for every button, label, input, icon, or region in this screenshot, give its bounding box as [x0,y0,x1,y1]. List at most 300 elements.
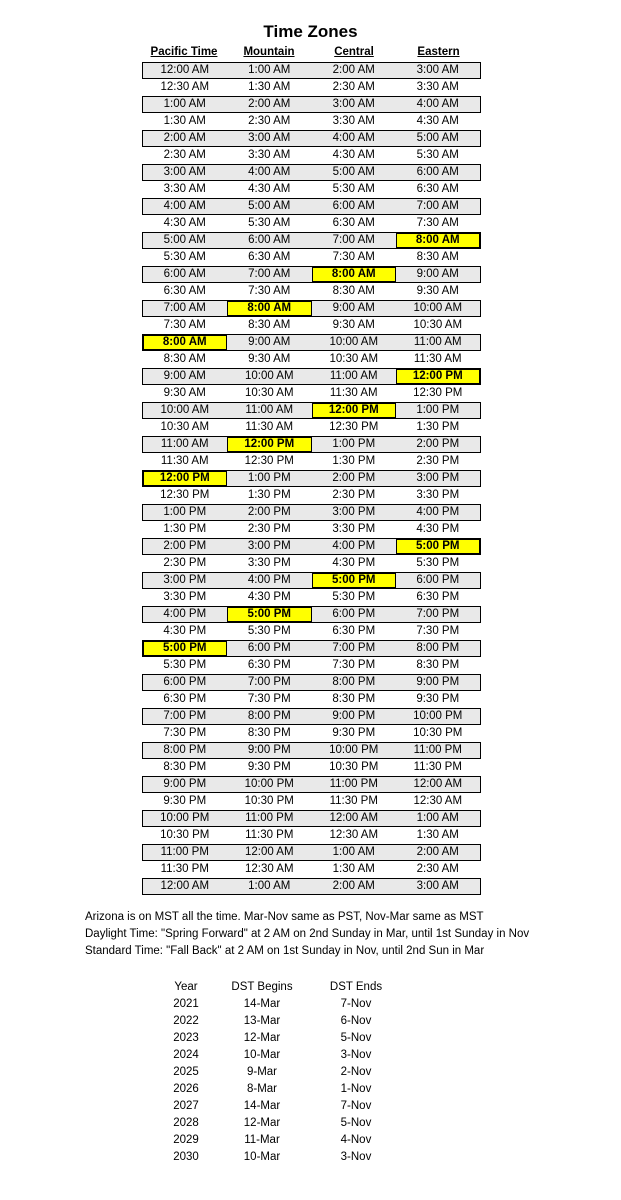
cell-eastern: 9:30 AM [416,285,459,297]
cell-mountain: 10:30 AM [244,387,294,399]
dst-header-year: Year [174,981,198,993]
cell-central: 5:30 PM [332,591,376,603]
cell-pacific: 9:00 AM [163,370,206,382]
cell-central: 10:30 PM [329,761,379,773]
cell-mountain: 10:00 AM [244,370,294,382]
cell-mountain: 6:30 PM [247,659,291,671]
cell-eastern: 3:00 PM [416,472,460,484]
table-row [142,266,481,283]
cell-central: 6:00 PM [332,608,376,620]
dst-cell-ends: 7-Nov [340,1100,372,1112]
cell-mountain: 8:30 PM [247,727,291,739]
table-row [142,232,481,249]
dst-cell-ends: 7-Nov [340,998,372,1010]
cell-pacific: 3:30 AM [163,183,206,195]
dst-cell-year: 2023 [173,1032,199,1044]
cell-pacific: 10:30 PM [160,829,210,841]
dst-row [160,1030,400,1047]
cell-pacific: 4:30 PM [163,625,207,637]
cell-central: 3:00 AM [332,98,375,110]
cell-pacific: 6:00 PM [163,676,207,688]
cell-mountain: 8:00 AM [227,301,313,316]
cell-mountain: 9:30 PM [247,761,291,773]
cell-mountain: 9:00 PM [247,744,291,756]
cell-central: 6:00 AM [332,200,375,212]
cell-eastern: 1:00 PM [416,404,460,416]
cell-central: 6:30 PM [332,625,376,637]
table-row [142,793,481,810]
dst-cell-begins: 12-Mar [243,1032,281,1044]
cell-mountain: 1:00 AM [248,64,291,76]
cell-pacific: 8:30 AM [163,353,206,365]
table-row [142,147,481,164]
header-central: Central [334,46,374,58]
table-row [142,317,481,334]
table-row [142,725,481,742]
note-daylight-time: Daylight Time: "Spring Forward" at 2 AM on 2nd Sunday in Mar, until 1st Sunday in Nov [85,928,530,940]
dst-cell-year: 2022 [173,1015,199,1027]
cell-pacific: 1:30 AM [163,115,206,127]
table-row [142,572,481,589]
dst-row [160,1013,400,1030]
cell-eastern: 12:00 AM [413,778,463,790]
cell-central: 7:00 PM [332,642,376,654]
note-standard-time: Standard Time: "Fall Back" at 2 AM on 1st Sunday in Nov, until 2nd Sun in Mar [85,945,485,957]
cell-eastern: 8:00 PM [416,642,460,654]
cell-pacific: 8:00 PM [163,744,207,756]
cell-mountain: 12:30 AM [244,863,294,875]
cell-central: 4:00 AM [332,132,375,144]
table-row [142,453,481,470]
dst-row [160,1115,400,1132]
dst-cell-year: 2030 [173,1151,199,1163]
cell-mountain: 1:00 AM [248,880,291,892]
cell-eastern: 2:00 PM [416,438,460,450]
cell-mountain: 12:00 AM [244,846,294,858]
cell-eastern: 7:30 PM [416,625,460,637]
table-row [142,538,481,555]
cell-mountain: 4:00 AM [248,166,291,178]
cell-pacific: 2:00 PM [163,540,207,552]
cell-pacific: 7:30 AM [163,319,206,331]
cell-mountain: 2:00 AM [248,98,291,110]
table-row [142,96,481,113]
cell-mountain: 2:00 PM [247,506,291,518]
cell-eastern: 3:30 AM [416,81,459,93]
cell-mountain: 11:30 AM [245,421,294,433]
header-pacific: Pacific Time [150,46,218,58]
cell-eastern: 10:30 AM [413,319,463,331]
cell-pacific: 9:30 AM [163,387,206,399]
cell-central: 12:00 PM [312,403,396,418]
cell-central: 11:00 PM [329,778,378,790]
table-row [142,283,481,300]
table-row [142,215,481,232]
cell-mountain: 2:30 AM [248,115,291,127]
table-row [142,181,481,198]
cell-eastern: 5:30 AM [416,149,459,161]
dst-cell-ends: 4-Nov [340,1134,372,1146]
cell-mountain: 8:30 AM [248,319,291,331]
dst-cell-begins: 14-Mar [243,1100,281,1112]
cell-eastern: 6:00 AM [416,166,459,178]
cell-pacific: 11:30 AM [160,455,209,467]
cell-pacific: 4:00 PM [163,608,207,620]
cell-central: 12:30 PM [329,421,379,433]
cell-pacific: 8:00 AM [143,335,227,350]
cell-pacific: 1:00 PM [163,506,207,518]
dst-cell-ends: 6-Nov [340,1015,372,1027]
cell-pacific: 10:30 AM [160,421,210,433]
table-row [142,810,481,827]
cell-mountain: 3:30 AM [248,149,291,161]
cell-pacific: 11:00 PM [160,846,209,858]
cell-pacific: 8:30 PM [163,761,207,773]
cell-central: 3:30 PM [332,523,376,535]
table-row [142,691,481,708]
cell-central: 1:00 PM [332,438,376,450]
cell-mountain: 6:30 AM [248,251,291,263]
table-row [142,555,481,572]
cell-pacific: 12:00 AM [160,64,210,76]
cell-eastern: 11:00 AM [413,336,462,348]
cell-eastern: 8:30 PM [416,659,460,671]
dst-cell-ends: 5-Nov [340,1117,372,1129]
cell-eastern: 9:00 PM [416,676,460,688]
cell-central: 5:00 AM [332,166,375,178]
dst-row [160,996,400,1013]
cell-pacific: 9:30 PM [163,795,207,807]
dst-cell-begins: 10-Mar [243,1151,281,1163]
cell-pacific: 10:00 AM [160,404,210,416]
table-row [142,878,481,895]
cell-mountain: 10:00 PM [244,778,294,790]
cell-central: 2:30 AM [332,81,375,93]
cell-pacific: 7:00 PM [163,710,207,722]
cell-mountain: 5:30 PM [247,625,291,637]
cell-mountain: 11:30 PM [245,829,294,841]
dst-row [160,1047,400,1064]
table-row [142,79,481,96]
cell-central: 4:00 PM [332,540,376,552]
cell-central: 6:30 AM [332,217,375,229]
cell-pacific: 4:00 AM [163,200,206,212]
dst-cell-begins: 10-Mar [243,1049,281,1061]
table-row [142,436,481,453]
cell-eastern: 10:30 PM [413,727,463,739]
cell-eastern: 2:30 PM [416,455,460,467]
cell-eastern: 4:30 AM [416,115,459,127]
dst-row [160,1132,400,1149]
cell-pacific: 2:00 AM [163,132,206,144]
cell-central: 7:30 PM [332,659,376,671]
page-title: Time Zones [263,22,358,41]
cell-mountain: 11:00 PM [245,812,294,824]
table-row [142,759,481,776]
cell-eastern: 4:00 PM [416,506,460,518]
cell-eastern: 11:30 PM [413,761,462,773]
table-row [142,198,481,215]
cell-mountain: 5:30 AM [248,217,291,229]
cell-eastern: 12:30 PM [413,387,463,399]
cell-eastern: 8:00 AM [396,233,481,248]
cell-central: 3:00 PM [332,506,376,518]
cell-eastern: 9:30 PM [416,693,460,705]
dst-cell-year: 2024 [173,1049,199,1061]
dst-header-ends: DST Ends [329,981,383,993]
dst-cell-year: 2028 [173,1117,199,1129]
dst-cell-begins: 14-Mar [243,998,281,1010]
time-zone-header [142,46,481,58]
cell-pacific: 9:00 PM [163,778,207,790]
cell-central: 12:30 AM [329,829,379,841]
cell-eastern: 6:30 AM [416,183,459,195]
cell-eastern: 12:30 AM [413,795,463,807]
table-row [142,657,481,674]
cell-eastern: 5:00 AM [416,132,459,144]
table-row [142,249,481,266]
cell-mountain: 6:00 PM [247,642,291,654]
cell-pacific: 12:30 PM [160,489,210,501]
dst-row [160,1081,400,1098]
cell-central: 12:00 AM [329,812,379,824]
cell-eastern: 6:30 PM [416,591,460,603]
cell-pacific: 3:30 PM [163,591,207,603]
cell-mountain: 1:00 PM [247,472,291,484]
cell-central: 3:30 AM [332,115,375,127]
cell-pacific: 5:00 AM [163,234,206,246]
cell-central: 9:30 AM [332,319,375,331]
cell-central: 5:30 AM [332,183,375,195]
cell-central: 8:30 PM [332,693,376,705]
cell-pacific: 7:00 AM [163,302,206,314]
cell-central: 7:00 AM [332,234,375,246]
table-row [142,623,481,640]
cell-mountain: 5:00 AM [248,200,291,212]
cell-central: 10:30 AM [329,353,379,365]
table-row [142,674,481,691]
cell-mountain: 10:30 PM [244,795,294,807]
dst-cell-year: 2026 [173,1083,199,1095]
cell-eastern: 10:00 PM [413,710,463,722]
cell-pacific: 4:30 AM [163,217,206,229]
cell-pacific: 1:00 AM [163,98,206,110]
table-row [142,708,481,725]
dst-cell-begins: 12-Mar [243,1117,281,1129]
table-row [142,470,481,487]
dst-row [160,1064,400,1081]
cell-mountain: 9:00 AM [248,336,291,348]
dst-cell-begins: 13-Mar [243,1015,281,1027]
dst-cell-begins: 11-Mar [244,1134,280,1146]
cell-eastern: 7:00 PM [416,608,460,620]
cell-central: 1:00 AM [332,846,375,858]
cell-central: 9:00 AM [332,302,375,314]
cell-eastern: 4:00 AM [416,98,459,110]
table-row [142,130,481,147]
cell-central: 11:00 AM [329,370,378,382]
cell-pacific: 2:30 PM [163,557,207,569]
cell-pacific: 1:30 PM [163,523,207,535]
cell-eastern: 8:30 AM [416,251,459,263]
cell-pacific: 7:30 PM [163,727,207,739]
cell-central: 4:30 PM [332,557,376,569]
cell-pacific: 3:00 PM [163,574,207,586]
cell-mountain: 7:00 AM [248,268,291,280]
table-row [142,776,481,793]
cell-central: 2:00 PM [332,472,376,484]
table-row [142,351,481,368]
dst-cell-ends: 3-Nov [340,1049,372,1061]
dst-cell-year: 2029 [173,1134,199,1146]
cell-mountain: 1:30 AM [248,81,291,93]
table-row [142,742,481,759]
cell-mountain: 3:30 PM [247,557,291,569]
table-row [142,368,481,385]
dst-cell-ends: 5-Nov [340,1032,372,1044]
table-row [142,521,481,538]
dst-cell-begins: 9-Mar [246,1066,278,1078]
cell-pacific: 12:00 PM [143,471,227,486]
cell-eastern: 1:00 AM [416,812,459,824]
cell-mountain: 2:30 PM [247,523,291,535]
cell-eastern: 7:30 AM [416,217,459,229]
table-row [142,419,481,436]
dst-table [160,979,400,1166]
cell-pacific: 3:00 AM [163,166,206,178]
cell-central: 1:30 PM [332,455,376,467]
cell-central: 2:00 AM [332,880,375,892]
cell-pacific: 12:00 AM [160,880,210,892]
cell-mountain: 7:30 PM [247,693,291,705]
cell-mountain: 6:00 AM [248,234,291,246]
header-mountain: Mountain [243,46,295,58]
table-row [142,606,481,623]
cell-pacific: 10:00 PM [160,812,210,824]
cell-pacific: 6:30 AM [163,285,206,297]
cell-mountain: 5:00 PM [227,607,313,622]
cell-mountain: 7:30 AM [248,285,291,297]
cell-central: 5:00 PM [312,573,396,588]
dst-row [160,1098,400,1115]
cell-central: 10:00 AM [329,336,379,348]
cell-pacific: 6:30 PM [163,693,207,705]
cell-eastern: 3:30 PM [416,489,460,501]
cell-central: 7:30 AM [332,251,375,263]
cell-mountain: 11:00 AM [245,404,294,416]
cell-central: 11:30 AM [329,387,378,399]
cell-central: 8:30 AM [332,285,375,297]
cell-eastern: 7:00 AM [416,200,459,212]
cell-central: 1:30 AM [332,863,375,875]
dst-cell-ends: 3-Nov [340,1151,372,1163]
cell-mountain: 7:00 PM [247,676,291,688]
cell-central: 4:30 AM [332,149,375,161]
cell-eastern: 5:30 PM [416,557,460,569]
cell-mountain: 4:00 PM [247,574,291,586]
cell-mountain: 3:00 PM [247,540,291,552]
cell-pacific: 12:30 AM [160,81,210,93]
cell-eastern: 4:30 PM [416,523,460,535]
cell-central: 2:00 AM [332,64,375,76]
cell-eastern: 5:00 PM [396,539,481,554]
cell-eastern: 2:30 AM [416,863,459,875]
table-row [142,827,481,844]
cell-eastern: 3:00 AM [416,880,459,892]
cell-mountain: 1:30 PM [247,489,291,501]
cell-mountain: 3:00 AM [248,132,291,144]
cell-central: 9:00 PM [332,710,376,722]
cell-eastern: 10:00 AM [413,302,463,314]
cell-eastern: 12:00 PM [396,369,481,384]
time-zone-table [142,62,481,895]
cell-eastern: 11:00 PM [413,744,462,756]
cell-mountain: 8:00 PM [247,710,291,722]
cell-pacific: 5:00 PM [143,641,227,656]
cell-central: 8:00 PM [332,676,376,688]
cell-eastern: 1:30 AM [416,829,459,841]
dst-header-row [160,979,400,996]
cell-central: 2:30 PM [332,489,376,501]
cell-eastern: 9:00 AM [416,268,459,280]
cell-pacific: 11:00 AM [160,438,209,450]
dst-cell-ends: 1-Nov [340,1083,372,1095]
cell-mountain: 9:30 AM [248,353,291,365]
cell-central: 10:00 PM [329,744,379,756]
cell-mountain: 12:00 PM [227,437,313,452]
table-row [142,640,481,657]
cell-pacific: 5:30 PM [163,659,207,671]
table-row [142,861,481,878]
cell-central: 9:30 PM [332,727,376,739]
table-row [142,113,481,130]
cell-mountain: 12:30 PM [244,455,294,467]
dst-row [160,1149,400,1166]
cell-pacific: 11:30 PM [160,863,209,875]
cell-eastern: 1:30 PM [416,421,460,433]
cell-pacific: 6:00 AM [163,268,206,280]
dst-header-begins: DST Begins [231,981,293,993]
cell-eastern: 6:00 PM [416,574,460,586]
dst-cell-ends: 2-Nov [340,1066,372,1078]
cell-mountain: 4:30 AM [248,183,291,195]
dst-cell-year: 2021 [173,998,199,1010]
dst-cell-year: 2027 [173,1100,199,1112]
table-row [142,385,481,402]
header-eastern: Eastern [417,46,460,58]
cell-central: 8:00 AM [312,267,396,282]
cell-eastern: 3:00 AM [416,64,459,76]
table-row [142,504,481,521]
note-arizona: Arizona is on MST all the time. Mar-Nov same as PST, Nov-Mar same as MST [85,911,484,923]
table-row [142,164,481,181]
table-row [142,487,481,504]
cell-pacific: 5:30 AM [163,251,206,263]
table-row [142,62,481,79]
dst-cell-year: 2025 [173,1066,199,1078]
cell-mountain: 4:30 PM [247,591,291,603]
table-row [142,844,481,861]
table-row [142,300,481,317]
dst-cell-begins: 8-Mar [246,1083,278,1095]
cell-central: 11:30 PM [329,795,378,807]
notes-block [85,909,605,960]
table-row [142,402,481,419]
table-row [142,589,481,606]
cell-eastern: 11:30 AM [413,353,462,365]
table-row [142,334,481,351]
cell-eastern: 2:00 AM [416,846,459,858]
